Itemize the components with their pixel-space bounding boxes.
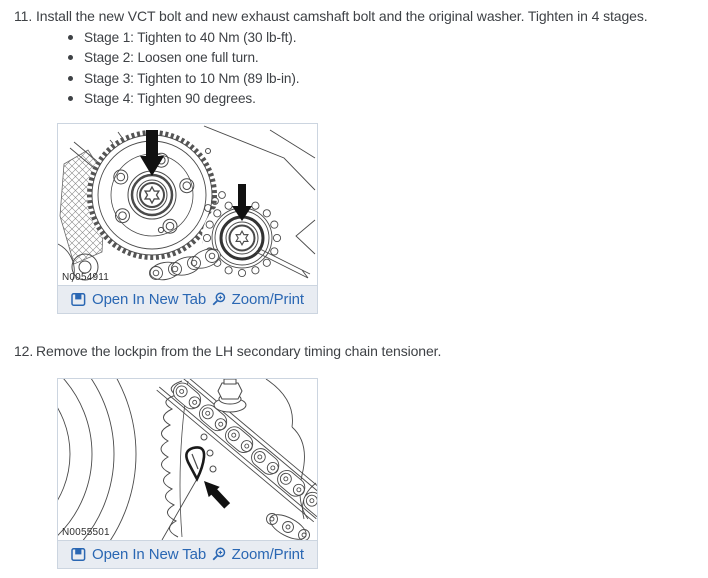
stage-3-text: Stage 3: Tighten to 10 Nm (89 lb-in).	[84, 70, 300, 86]
zoom-print-label: Zoom/Print	[231, 546, 304, 563]
step-11-number: 11.	[14, 8, 33, 24]
zoom-print-link[interactable]	[211, 291, 304, 308]
stage-4-text: Stage 4: Tighten 90 degrees.	[84, 91, 256, 107]
figure-vct-bolts	[57, 123, 318, 314]
vct-bolt-diagram	[58, 124, 317, 285]
open-in-new-tab-icon	[71, 547, 86, 562]
figure-lockpin	[57, 378, 318, 569]
open-in-new-tab-link[interactable]	[71, 546, 206, 563]
figure-1-id-label: N0054911	[62, 272, 110, 283]
step-11	[14, 6, 648, 26]
figure-2-id-label: N0055501	[62, 527, 110, 538]
timing-chain-lockpin-diagram	[58, 379, 317, 540]
bullet-dot	[68, 96, 73, 101]
figure-1-toolbar	[58, 285, 317, 313]
step-11-text: Install the new VCT bolt and new exhaust camshaft bolt and the original washer. Tighten in 4 stages.	[36, 8, 648, 24]
open-in-new-tab-link[interactable]	[71, 291, 206, 308]
bullet-dot	[68, 55, 73, 60]
bullet-dot	[68, 76, 73, 81]
stage-item	[68, 89, 299, 110]
stage-item	[68, 68, 299, 89]
stage-item	[68, 27, 299, 48]
timing-chain-lockpin-diagram-svg	[58, 379, 317, 540]
stage-2-text: Stage 2: Loosen one full turn.	[84, 50, 259, 66]
figure-2-toolbar	[58, 540, 317, 568]
open-in-new-tab-label: Open In New Tab	[92, 291, 207, 308]
zoom-icon	[211, 547, 226, 562]
step-12	[14, 341, 441, 361]
step-11-stage-list	[68, 27, 299, 109]
open-in-new-tab-label: Open In New Tab	[92, 546, 207, 563]
vct-bolt-diagram-svg	[58, 124, 317, 285]
stage-1-text: Stage 1: Tighten to 40 Nm (30 lb-ft).	[84, 29, 297, 45]
step-12-number: 12.	[14, 343, 34, 359]
zoom-print-link[interactable]	[211, 546, 304, 563]
arrow-lockpin	[199, 476, 233, 511]
stage-item	[68, 48, 299, 69]
bullet-dot	[68, 35, 73, 40]
zoom-print-label: Zoom/Print	[231, 291, 304, 308]
open-in-new-tab-icon	[71, 292, 86, 307]
zoom-icon	[211, 292, 226, 307]
step-12-text: Remove the lockpin from the LH secondary timing chain tensioner.	[36, 343, 442, 359]
